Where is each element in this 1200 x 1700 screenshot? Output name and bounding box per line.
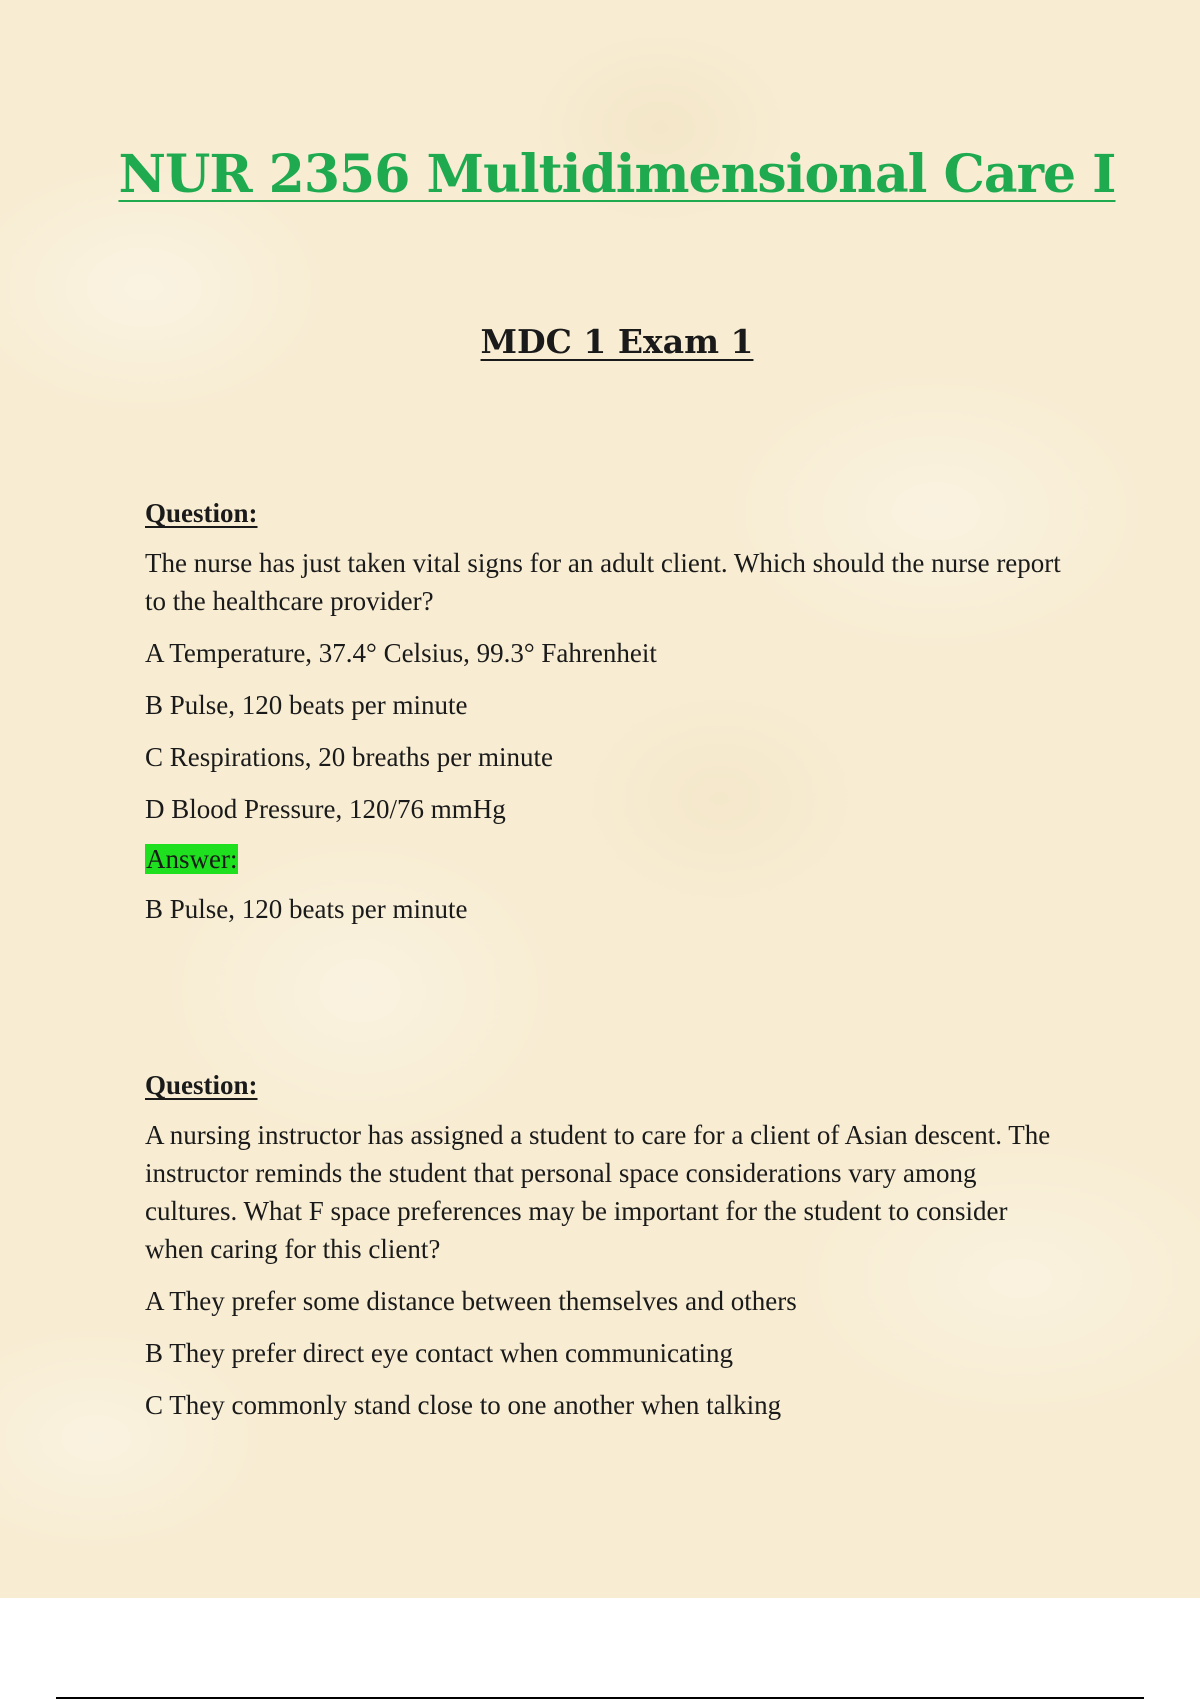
footer-divider bbox=[56, 1697, 1144, 1699]
answer-option-c: C Respirations, 20 breaths per minute bbox=[145, 742, 553, 772]
answer-option-c: C They commonly stand close to one another when talking bbox=[145, 1390, 782, 1420]
question-block-1 bbox=[145, 496, 1065, 928]
answer-option-a: A Temperature, 37.4° Celsius, 99.3° Fahrenheit bbox=[145, 638, 657, 668]
answer-option-a: A They prefer some distance between themselves and others bbox=[145, 1286, 797, 1316]
answer-option-b: B They prefer direct eye contact when communicating bbox=[145, 1338, 734, 1368]
answer-text: B Pulse, 120 beats per minute bbox=[145, 894, 468, 924]
answer-option-b: B Pulse, 120 beats per minute bbox=[145, 690, 468, 720]
document-subtitle-text: MDC 1 Exam 1 bbox=[480, 322, 754, 361]
question-block-2 bbox=[145, 1068, 1065, 1424]
answer-label-highlight: Answer: bbox=[146, 844, 238, 874]
question-label: Question: bbox=[145, 1070, 258, 1100]
question-text: The nurse has just taken vital signs for an adult client. Which should the nurse report to the healthcare provider? bbox=[145, 548, 1061, 616]
document-subtitle bbox=[0, 322, 1200, 362]
answer-label bbox=[145, 842, 1065, 876]
question-text: A nursing instructor has assigned a student to care for a client of Asian descent. The instructor reminds the student that personal space considerations vary among cultures. What F space preferences may be important for the student to consider when caring for this client? bbox=[145, 1120, 1051, 1264]
question-label: Question: bbox=[145, 498, 258, 528]
document-title bbox=[0, 146, 1200, 203]
document-title-text: NUR 2356 Multidimensional Care I bbox=[118, 144, 1116, 205]
answer-option-d: D Blood Pressure, 120/76 mmHg bbox=[145, 794, 506, 824]
